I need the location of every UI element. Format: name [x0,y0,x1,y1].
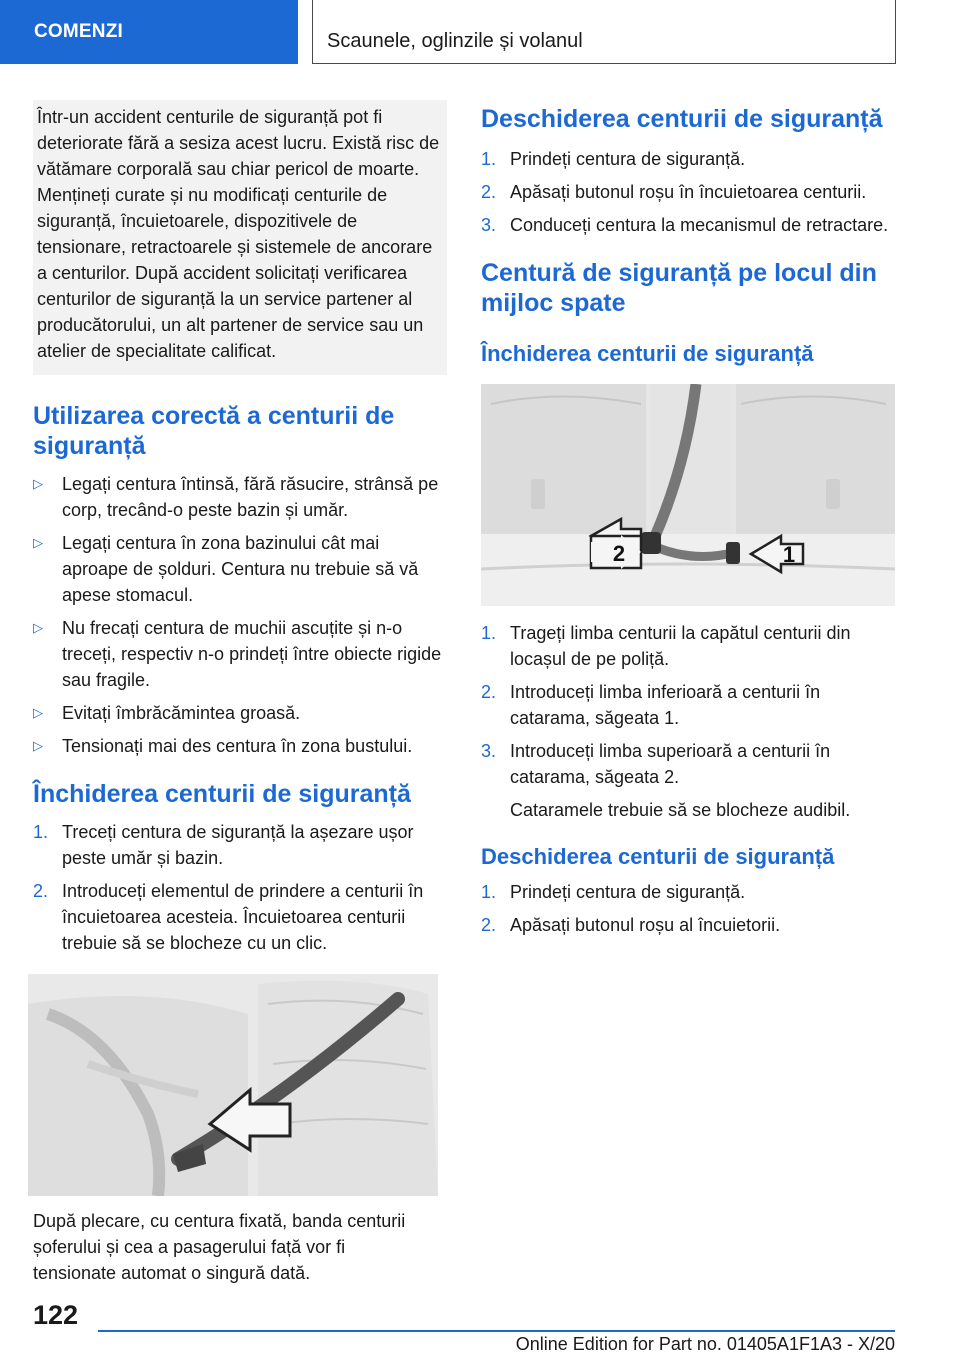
middle-closing-note: Cataramele trebuie să se blocheze audibil. [510,800,851,820]
section-tab: COMENZI [0,0,298,64]
middle-closing-steps [481,620,895,790]
correct-use-heading: Utilizarea corectă a centurii de siguranță [33,402,395,460]
warning-text: Într-un accident centurile de siguranță pot fi deteriorate fără a sesiza acest lucru. Există risc de vătămare corporală sau chiar pericol de moarte. Mențineți curate și nu modificați centurile de siguranță, încuietoarele, dispozitivele de tensionare, retractoarele și sistemele de ancorare a centurilor. După accident solicitați verificarea centurilor de siguranță la un service partener al producătorului, un alt partener de service sau un atelier de specialitate calificat. [37,107,440,361]
page-number: 122 [33,1300,79,1330]
front-seat-illustration [28,974,438,1196]
arrow-label-1: 1 [782,542,796,567]
triangle-bullet-icon: ▷ [33,535,43,550]
after-image-text: După plecare, cu centura fixată, banda centurii șoferului și cea a pasagerului față vor fi tensionate automat o singură dată. [33,1211,406,1283]
list-item: ▷ Tensionați mai des centura în zona bustului. [33,733,447,759]
list-item: 2. Introduceți limba inferioară a centurii în catarama, săgeata 1. [481,682,821,728]
middle-opening-heading: Deschiderea centurii de siguranță [481,844,835,869]
middle-seat-heading: Centură de siguranță pe locul din mijloc spate [481,259,877,317]
right-column [481,100,895,945]
list-item: ▷ Nu frecați centura de muchii ascuțite și n-o treceți, respectiv n-o prindeți între obiecte rigide sau fragile. [33,615,447,693]
closing-heading: Închiderea centurii de siguranță [33,780,411,808]
list-item: 2. Apăsați butonul roșu al încuietorii. [481,915,781,935]
list-item: 1. Treceți centura de siguranță la așezare ușor peste umăr și bazin. [33,822,414,868]
list-item: 2. Introduceți elementul de prindere a centurii în încuietoarea acesteia. Încuietoarea centurii trebuie să se blocheze cu un clic. [33,881,424,953]
list-item: ▷ Legați centura întinsă, fără răsucire, strânsă pe corp, trecând-o peste bazin și umăr. [33,471,447,523]
warning-box [33,100,447,375]
footer-divider [98,1330,895,1332]
list-item: 3. Conduceți centura la mecanismul de retractare. [481,215,889,235]
list-item: 1. Prindeți centura de siguranță. [481,882,746,902]
front-seat-belt-image [28,974,438,1196]
left-column [33,100,447,1286]
list-item: 1. Prindeți centura de siguranță. [481,149,746,169]
closing-steps [33,819,447,956]
triangle-bullet-icon: ▷ [33,620,43,635]
list-item: 2. Apăsați butonul roșu în încuietoarea centurii. [481,182,867,202]
list-item: 3. Introduceți limba superioară a centurii în catarama, săgeata 2. [481,741,831,787]
list-item: ▷ Legați centura în zona bazinului cât mai aproape de șolduri. Centura nu trebuie să vă apese stomacul. [33,530,447,608]
edition-text: Online Edition for Part no. 01405A1F1A3 - X/20 [515,1334,895,1354]
opening-heading: Deschiderea centurii de siguranță [481,105,883,133]
correct-use-list [33,471,447,759]
triangle-bullet-icon: ▷ [33,738,43,753]
rear-seat-illustration [481,384,895,606]
rear-middle-belt-image [481,384,895,606]
list-item: 1. Trageți limba centurii la capătul centurii din locașul de pe poliță. [481,623,851,669]
middle-closing-heading: Închiderea centurii de siguranță [481,341,814,366]
list-item: ▷ Evitați îmbrăcămintea groasă. [33,700,447,726]
arrow-label-2: 2 [612,541,626,566]
chapter-title: Scaunele, oglinzile și volanul [312,0,896,64]
triangle-bullet-icon: ▷ [33,476,43,491]
opening-steps [481,146,895,238]
triangle-bullet-icon: ▷ [33,705,43,720]
middle-opening-steps [481,879,895,938]
